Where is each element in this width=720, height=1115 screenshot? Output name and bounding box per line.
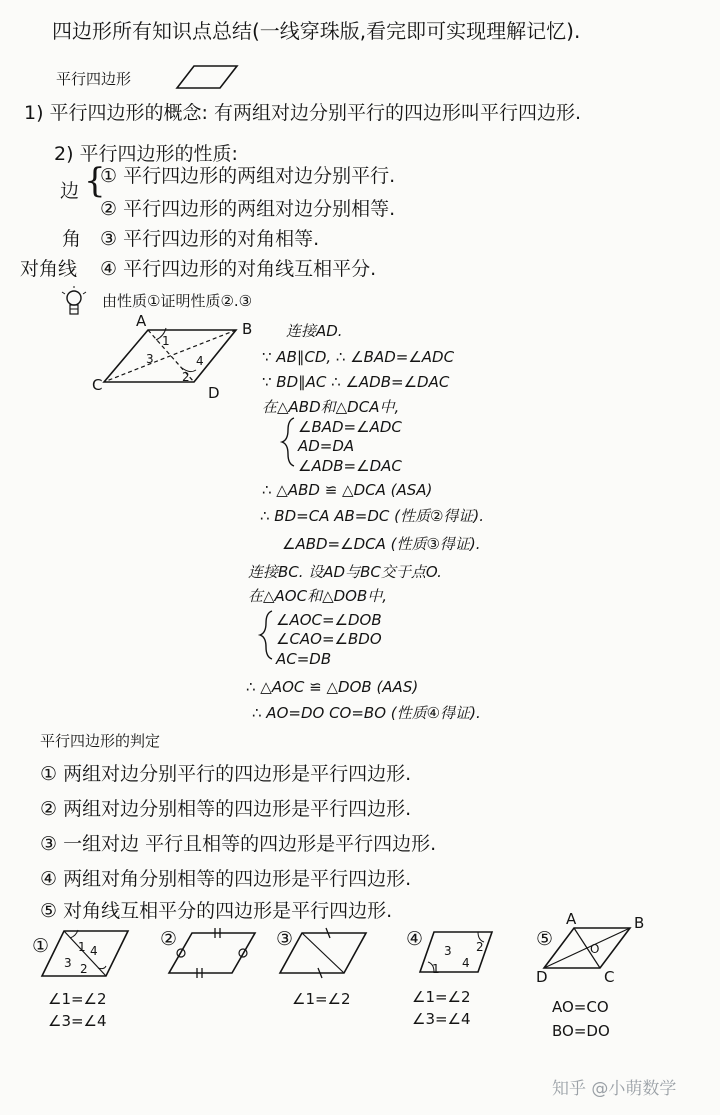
d5-label-d: D [536, 968, 548, 986]
side-label: 边 [60, 180, 80, 202]
d5-caption: BO=DO [552, 1022, 610, 1040]
property-2: ② 平行四边形的两组对边分别相等. [100, 198, 396, 220]
concept-text: 1) 平行四边形的概念: 有两组对边分别平行的四边形叫平行四边形. [24, 102, 582, 124]
property-1: ① 平行四边形的两组对边分别平行. [100, 165, 396, 187]
proof-line: ∵ AB∥CD, ∴ ∠BAD=∠ADC [262, 348, 455, 366]
parallelogram-icon [177, 66, 237, 88]
proof-line: ∴ AO=DO CO=BO (性质④得证). [252, 704, 481, 722]
diagram-number-5: ⑤ [536, 928, 554, 950]
proof-line: AC=DB [276, 650, 332, 668]
d4-caption: ∠1=∠2 [412, 988, 471, 1006]
proof-line: ∴ BD=CA AB=DC (性质②得证). [260, 507, 485, 525]
judgement-4: ④ 两组对角分别相等的四边形是平行四边形. [40, 868, 412, 890]
proof-line: ∠AOC=∠DOB [276, 611, 382, 629]
page-title: 四边形所有知识点总结(一线穿珠版,看完即可实现理解记忆). [52, 19, 581, 43]
d1-label: 2 [80, 962, 88, 976]
proof-line: ∠ADB=∠DAC [298, 457, 402, 475]
property-3: ③ 平行四边形的对角相等. [100, 228, 320, 250]
fig1-label-d: D [208, 384, 220, 402]
d4-label: 3 [444, 944, 452, 958]
judgement-3: ③ 一组对边 平行且相等的四边形是平行四边形. [40, 833, 437, 855]
proof-line: 在△ABD和△DCA中, [262, 398, 400, 416]
fig1-label-b: B [242, 320, 253, 338]
watermark: 知乎 @小萌数学 [552, 1079, 677, 1099]
proof-line: ∴ △ABD ≌ △DCA (ASA) [262, 481, 433, 499]
fig1-angle-3: 3 [146, 352, 154, 366]
proof-line: 在△AOC和△DOB中, [248, 587, 388, 605]
judgement-diagram-2 [169, 928, 255, 978]
judgement-heading: 平行四边形的判定 [40, 732, 161, 750]
proof-line: 连接BC. 设AD与BC交于点O. [248, 563, 442, 581]
d4-label: 2 [476, 940, 484, 954]
fig1-angle-2: 2 [182, 370, 190, 384]
diagonal-label: 对角线 [20, 258, 78, 280]
d5-label-o: O [590, 942, 600, 956]
fig1-angle-1: 1 [162, 334, 170, 348]
d4-caption: ∠3=∠4 [412, 1010, 471, 1028]
judgement-2: ② 两组对边分别相等的四边形是平行四边形. [40, 798, 412, 820]
section-heading: 平行四边形 [56, 70, 132, 88]
proof-line: AD=DA [298, 437, 355, 455]
fig1-label-a: A [136, 312, 147, 330]
d5-label-a: A [566, 910, 577, 928]
d1-label: 1 [78, 940, 86, 954]
figure-parallelogram-abdc [104, 328, 236, 382]
d3-caption: ∠1=∠2 [292, 990, 351, 1008]
proof-line: ∠BAD=∠ADC [298, 418, 402, 436]
proof-line: ∠CAO=∠BDO [276, 630, 382, 648]
properties-heading: 2) 平行四边形的性质: [54, 143, 238, 165]
judgement-5: ⑤ 对角线互相平分的四边形是平行四边形. [40, 900, 393, 922]
lightbulb-icon [62, 286, 86, 314]
proof-line: ∵ BD∥AC ∴ ∠ADB=∠DAC [262, 373, 450, 391]
d4-label: 1 [432, 962, 440, 976]
judgement-diagram-5 [544, 928, 630, 968]
diagram-number-1: ① [32, 935, 50, 957]
diagram-number-3: ③ [276, 928, 294, 950]
diagram-number-4: ④ [406, 928, 424, 950]
property-4: ④ 平行四边形的对角线互相平分. [100, 258, 377, 280]
d5-label-c: C [604, 968, 615, 986]
proof-line: ∴ △AOC ≌ △DOB (AAS) [246, 678, 419, 696]
diagram-number-2: ② [160, 928, 178, 950]
d1-caption: ∠1=∠2 [48, 990, 107, 1008]
d1-caption: ∠3=∠4 [48, 1012, 107, 1030]
fig1-label-c: C [92, 376, 103, 394]
proof-line: 连接AD. [286, 322, 343, 340]
angle-label: 角 [62, 228, 82, 250]
d5-caption: AO=CO [552, 998, 609, 1016]
proof-line: ∠ABD=∠DCA (性质③得证). [282, 535, 481, 553]
d1-label: 3 [64, 956, 72, 970]
d1-label: 4 [90, 944, 98, 958]
judgement-1: ① 两组对边分别平行的四边形是平行四边形. [40, 763, 412, 785]
d5-label-b: B [634, 914, 645, 932]
d4-label: 4 [462, 956, 470, 970]
proof-intro: 由性质①证明性质②.③ [102, 292, 253, 310]
brace-icon: { [84, 161, 106, 201]
fig1-angle-4: 4 [196, 354, 204, 368]
